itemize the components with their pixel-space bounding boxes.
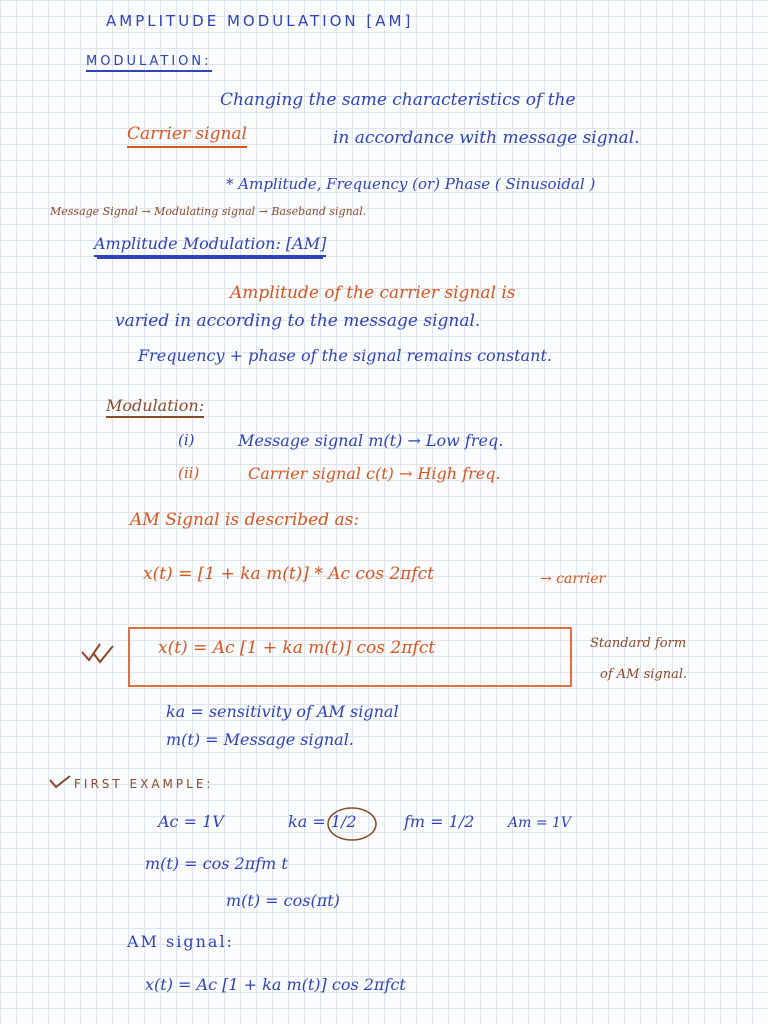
standard-note-line2: of AM signal. (600, 667, 688, 682)
am-def-line3: Frequency + phase of the signal remains constant. (138, 346, 552, 365)
example-mt2: m(t) = cos(πt) (226, 891, 340, 910)
signal-chain: Message Signal → Modulating signal → Baseband signal. (50, 205, 367, 218)
am-def-line1: Amplitude of the carrier signal is (230, 283, 516, 303)
modulation2-heading: Modulation: (106, 398, 204, 418)
definition-line2: in accordance with message signal. (333, 128, 640, 148)
definition-line3: * Amplitude, Frequency (or) Phase ( Sinusoidal ) (226, 175, 596, 193)
example-ka: ka = 1/2 (288, 812, 357, 831)
ka-definition: ka = sensitivity of AM signal (166, 702, 399, 721)
checkmark-icon (48, 774, 72, 790)
am-def-line2: varied in according to the message signal. (115, 311, 481, 331)
checkmark-icon (80, 640, 116, 666)
am-signal-described: AM Signal is described as: (130, 510, 360, 530)
modulation-heading: MODULATION: (86, 55, 212, 72)
definition-line1: Changing the same characteristics of the (220, 90, 576, 110)
standard-equation: x(t) = Ac [1 + ka m(t)] cos 2πfct (158, 638, 436, 658)
page-title: AMPLITUDE MODULATION [AM] (106, 12, 414, 30)
first-example-heading: FIRST EXAMPLE: (74, 777, 214, 791)
carrier-note: → carrier (540, 571, 606, 587)
example-am: Am = 1V (508, 815, 572, 831)
circle-highlight-icon (326, 804, 382, 844)
example-am-signal: AM signal: (127, 932, 234, 951)
item-text-1: Message signal m(t) → Low freq. (238, 431, 504, 450)
mt-definition: m(t) = Message signal. (166, 730, 354, 749)
example-mt1: m(t) = cos 2πfm t (145, 854, 288, 873)
standard-note-line1: Standard form (590, 636, 687, 651)
item-marker-2: (ii) (178, 464, 200, 482)
equation-1: x(t) = [1 + ka m(t)] * Ac cos 2πfct (143, 564, 434, 584)
example-fm: fm = 1/2 (404, 812, 475, 831)
item-marker-1: (i) (178, 431, 195, 449)
example-ac: Ac = 1V (158, 812, 224, 831)
item-text-2: Carrier signal c(t) → High freq. (248, 464, 501, 483)
am-heading: Amplitude Modulation: [AM] (94, 236, 326, 257)
example-xt: x(t) = Ac [1 + ka m(t)] cos 2πfct (145, 975, 406, 994)
carrier-signal-term: Carrier signal (127, 126, 247, 148)
